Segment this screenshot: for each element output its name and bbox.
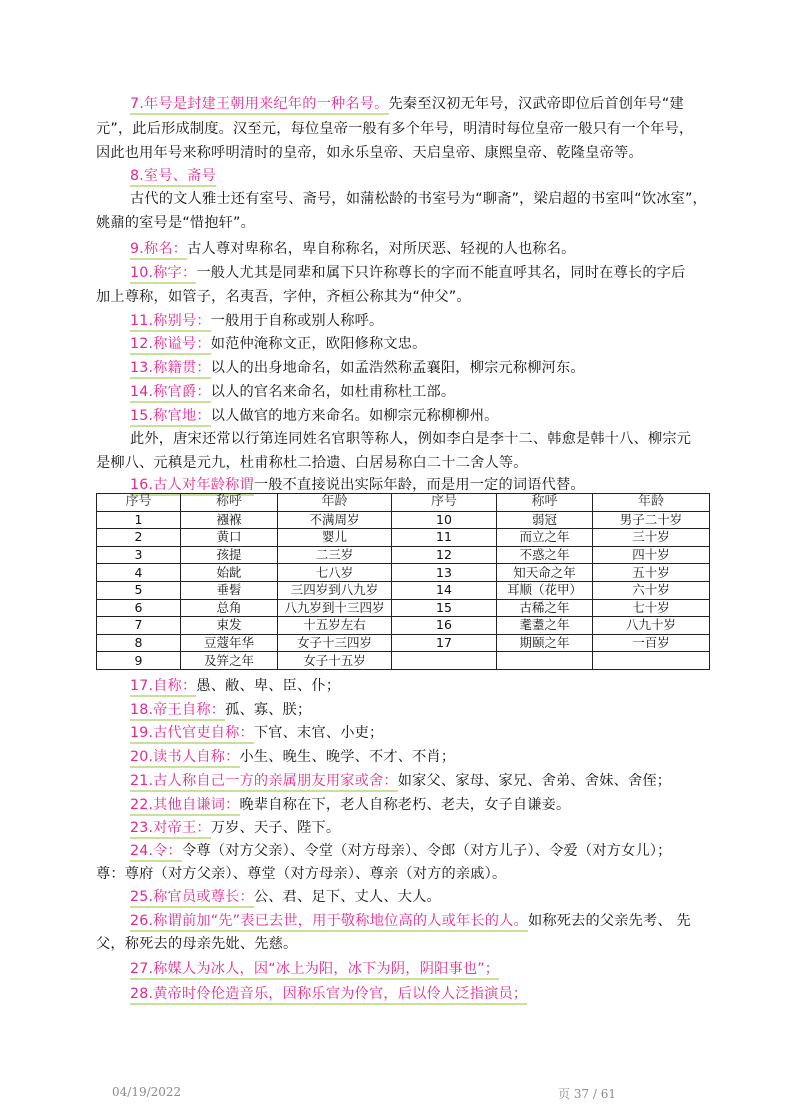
header-cell: 年龄: [278, 494, 392, 512]
table-cell: 2: [97, 529, 181, 547]
table-cell: 垂髫: [181, 581, 278, 599]
table-row: [97, 511, 710, 529]
table-row: [97, 564, 710, 582]
table-cell: 14: [392, 581, 497, 599]
table-cell: 1: [97, 511, 181, 529]
table-row: [97, 529, 710, 547]
table-cell: 襁褓: [181, 511, 278, 529]
item-12: 12.称谥号：如范仲淹称文正，欧阳修称文忠。: [130, 333, 750, 356]
item-10-line-1: 10.称字：一般人尤其是同辈和属下只许称尊长的字而不能直呼其名，同时在尊长的字后: [130, 262, 750, 285]
table-cell: 女子十五岁: [278, 652, 392, 670]
table-cell: 11: [392, 529, 497, 547]
table-cell: 豆蔻年华: [181, 634, 278, 652]
item-9: 9.称名：古人尊对卑称名，卑自称称名，对所厌恶、轻视的人也称名。: [130, 238, 750, 261]
item-13: 13.称籍贯：以人的出身地命名，如孟浩然称孟襄阳，柳宗元称柳河东。: [130, 357, 750, 380]
table-row: [97, 652, 710, 670]
item-24-line-2: 尊：尊府（对方父亲）、尊堂（对方母亲）、尊亲（对方的亲戚）。: [96, 866, 507, 882]
item-8-line-1: 古代的文人雅士还有室号、斋号，如蒲松龄的书室号为“聊斋”，梁启超的书室叫“饮冰室”，: [130, 191, 707, 207]
table-cell: 弱冠: [497, 511, 593, 529]
table-cell: 古稀之年: [497, 599, 593, 617]
table-cell: 4: [97, 564, 181, 582]
table-cell: 不惑之年: [497, 546, 593, 564]
table-cell: 二三岁: [278, 546, 392, 564]
table-cell: 七十岁: [593, 599, 710, 617]
footer-page-number: 页 37 / 61: [558, 1087, 617, 1101]
item-17: 17.自称：愚、敝、卑、臣、仆；: [130, 675, 750, 698]
footer-date: 04/19/2022: [112, 1085, 182, 1099]
item-16: 16.古人对年龄称谓一般不直接说出实际年龄，而是用一定的词语代替。: [130, 474, 750, 497]
table-row: [97, 546, 710, 564]
table-cell: 束发: [181, 617, 278, 635]
item-8-line-2: 姚鼐的室号是“惜抱轩”。: [96, 215, 255, 231]
table-cell: 耳顺（花甲）: [497, 581, 593, 599]
table-row: [97, 599, 710, 617]
table-cell: [497, 652, 593, 670]
table-cell: 16: [392, 617, 497, 635]
table-cell: 耄耋之年: [497, 617, 593, 635]
table-cell: 六十岁: [593, 581, 710, 599]
table-cell: 6: [97, 599, 181, 617]
table-cell: 三十岁: [593, 529, 710, 547]
item-19: 19.古代官吏自称：下官、末官、小吏；: [130, 722, 750, 745]
table-cell: 及笄之年: [181, 652, 278, 670]
table-cell: 八九十岁: [593, 617, 710, 635]
item-26-line-2: 父，称死去的母亲先妣、先慈。: [96, 936, 298, 952]
item-14: 14.称官爵：以人的官名来命名，如杜甫称杜工部。: [130, 381, 750, 404]
table-row: [97, 617, 710, 635]
item-10-line-2: 加上尊称，如管子，名夷吾，字仲，齐桓公称其为“仲父”。: [96, 289, 471, 305]
table-cell: 总角: [181, 599, 278, 617]
table-cell: 不满周岁: [278, 511, 392, 529]
table-cell: 15: [392, 599, 497, 617]
table-cell: 婴儿: [278, 529, 392, 547]
table-cell: [593, 652, 710, 670]
table-cell: 5: [97, 581, 181, 599]
table-cell: 知天命之年: [497, 564, 593, 582]
header-cell: 序号: [97, 494, 181, 512]
item-7-line-3: 因此也用年号来称呼明清时的皇帝，如永乐皇帝、天启皇帝、康熙皇帝、乾隆皇帝等。: [96, 145, 643, 161]
table-cell: 期颐之年: [497, 634, 593, 652]
item-15: 15.称官地：以人做官的地方来命名。如柳宗元称柳柳州。: [130, 405, 750, 428]
table-cell: 而立之年: [497, 529, 593, 547]
header-cell: 称呼: [181, 494, 278, 512]
header-cell: 称呼: [497, 494, 593, 512]
table-cell: 7: [97, 617, 181, 635]
item-8-title: 8.室号、斋号: [130, 165, 750, 188]
table-cell: 17: [392, 634, 497, 652]
table-cell: 五十岁: [593, 564, 710, 582]
extra-line-1: 此外，唐宋还常以行第连同姓名官职等称人，例如李白是李十二、韩愈是韩十八、柳宗元: [130, 431, 692, 447]
item-18: 18.帝王自称：孤、寡、朕；: [130, 699, 750, 722]
table-row: [97, 581, 710, 599]
table-cell: 10: [392, 511, 497, 529]
table-cell: 女子十三四岁: [278, 634, 392, 652]
table-cell: 黄口: [181, 529, 278, 547]
item-20: 20.读书人自称：小生、晚生、晚学、不才、不肖；: [130, 746, 750, 769]
table-cell: 四十岁: [593, 546, 710, 564]
table-cell: 十五岁左右: [278, 617, 392, 635]
item-7-line-1: 7.年号是封建王朝用来纪年的一种名号。先秦至汉初无年号，汉武帝即位后首创年号“建: [130, 93, 750, 116]
table-cell: [392, 652, 497, 670]
table-cell: 3: [97, 546, 181, 564]
item-7-line-2: 元”，此后形成制度。汉至元，每位皇帝一般有多个年号，明清时每位皇帝一般只有一个年号，: [96, 121, 694, 137]
item-21: 21.古人称自己一方的亲属朋友用家或舍：如家父、家母、家兄、舍弟、舍妹、舍侄；: [130, 770, 750, 793]
header-cell: 序号: [392, 494, 497, 512]
table-cell: 三四岁到八九岁: [278, 581, 392, 599]
table-cell: 一百岁: [593, 634, 710, 652]
table-cell: 孩提: [181, 546, 278, 564]
item-11: 11.称别号：一般用于自称或别人称呼。: [130, 310, 750, 333]
item-27: 27.称媒人为冰人，因“冰上为阳，冰下为阴，阴阳事也”；: [130, 958, 750, 981]
table-cell: 12: [392, 546, 497, 564]
item-7-title: 7.年号是封建王朝用来纪年的一种名号。: [130, 96, 389, 115]
table-cell: 9: [97, 652, 181, 670]
table-header-row: [97, 494, 710, 512]
age-terms-table: [96, 493, 710, 670]
extra-line-2: 是柳八、元稹是元九，杜甫称杜二拾遗、白居易称白二十二舍人等。: [96, 455, 528, 471]
item-24-line-1: 24.令：令尊（对方父亲）、令堂（对方母亲）、令郎（对方儿子）、令爱（对方女儿）；: [130, 840, 750, 863]
table-cell: 七八岁: [278, 564, 392, 582]
header-cell: 年龄: [593, 494, 710, 512]
table-cell: 13: [392, 564, 497, 582]
item-23: 23.对帝王：万岁、天子、陛下。: [130, 817, 750, 840]
item-28: 28.黄帝时伶伦造音乐，因称乐官为伶官，后以伶人泛指演员；: [130, 983, 750, 1006]
table-cell: 男子二十岁: [593, 511, 710, 529]
item-25: 25.称官员或尊长：公、君、足下、丈人、大人。: [130, 886, 750, 909]
table-cell: 八九岁到十三四岁: [278, 599, 392, 617]
item-26-line-1: 26.称谓前加“先”表已去世，用于敬称地位高的人或年长的人。如称死去的父亲先考、 先: [130, 910, 750, 933]
table-cell: 8: [97, 634, 181, 652]
table-cell: 始龀: [181, 564, 278, 582]
item-22: 22.其他自谦词：晚辈自称在下，老人自称老朽、老夫，女子自谦妾。: [130, 794, 750, 817]
table-row: [97, 634, 710, 652]
